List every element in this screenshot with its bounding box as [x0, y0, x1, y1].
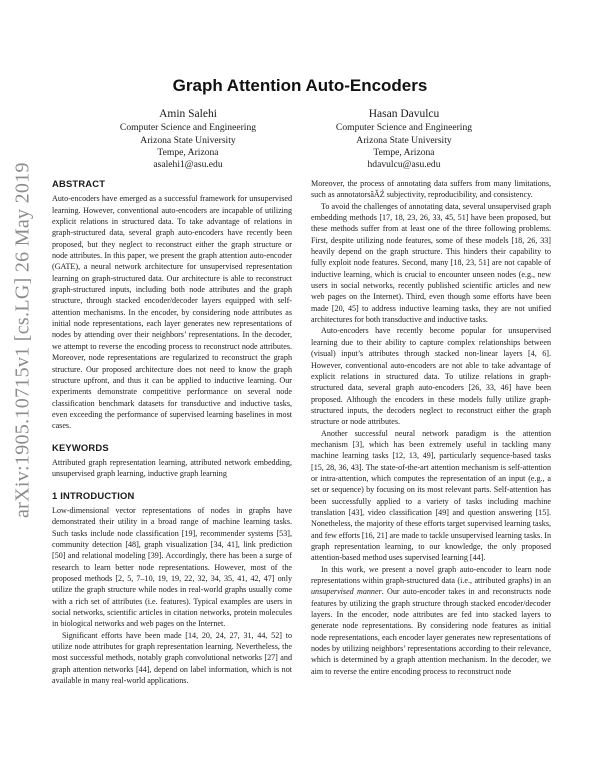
- author-city: Tempe, Arizona: [157, 146, 219, 158]
- author-department: Computer Science and Engineering: [335, 122, 473, 134]
- author-university: Arizona State University: [356, 134, 452, 146]
- right-paragraph-4: Another successful neural network paradigm is the attention mechanism [3], which has been extremely useful in tackling many machine learning tasks [12, 13, 49], particularly sequence-based tasks [15, 28, 36, 43]. The state-of-the-art attention mechanism is self-attention or intra-attention, which computes the representation of an input (e.g., a set or sequence) by focusing on its most relevant parts. Self-attention has been successfully applied to a variety of tasks including machine translation [43], video classification [49] and question answering [15]. Nonetheless, the majority of these efforts target supervised learning tasks, and few efforts [16, 21] are made to tackle unsupervised learning tasks. In graph representation learning, to our knowledge, the only proposed attention-based method uses supervised learning [44].: [311, 428, 551, 563]
- right-paragraph-5-start: In this work, we present a novel graph auto-encoder to learn node representations within graph-structured data (i.e., attributed graphs) in an: [311, 564, 551, 586]
- author-email: asalehi1@asu.edu: [153, 159, 223, 171]
- author-block-1: [88, 108, 288, 171]
- right-paragraph-5: [311, 564, 551, 677]
- author-name: Amin Salehi: [159, 108, 217, 120]
- author-email: hdavulcu@asu.edu: [367, 159, 441, 171]
- author-city: Tempe, Arizona: [373, 146, 435, 158]
- intro-paragraph-1: Low-dimensional vector representations of nodes in graphs have demonstrated their utility in a broad range of machine learning tasks. Such tasks include node classification [19], recommender systems [53], community detection [48], graph visualization [34, 41], link prediction [50] and relational modeling [39]. Accordingly, there has been a surge of research to learn better node representations. However, most of the proposed methods [2, 5, 7–10, 19, 19, 22, 32, 34, 35, 41, 42, 47] only utilize the graph structure while nodes in real-world graphs usually come with a rich set of attributes (i.e. features). Typical examples are users in social networks, scientific articles in citation networks, protein molecules in biological networks and web pages on the Internet.: [52, 505, 292, 629]
- paper-title: Graph Attention Auto-Encoders: [172, 76, 428, 95]
- right-paragraph-5-end: . Our auto-encoder takes in and reconstructs node features by utilizing the graph structure through stacked encoder/decoder layers. In the encoder, node attributes are fed into stacked layers to generate node representations. By considering node features as initial node representations, each encoder layer generates new representations of nodes by utilizing neighbors’ representations according to their relevance, which is determined by a graph attention mechanism. In the decoder, we aim to reverse the entire encoding process to reconstruct node: [311, 587, 551, 676]
- left-column: [52, 178, 292, 686]
- abstract-heading: ABSTRACT: [52, 178, 106, 189]
- right-paragraph-2: To avoid the challenges of annotating data, several unsupervised graph embedding methods [17, 18, 23, 26, 33, 45, 51] have been proposed, but these methods suffer from at least one of the three following problems. First, despite utilizing node features, some of these models [18, 26, 33] heavily depend on the graph structure. This hinders their capability to fully exploit node features. Second, many [18, 23, 51] are not capable of inductive learning, which is crucial to encounter unseen nodes (e.g., new users in social networks, recently published scientific articles and new web pages on the Internet). Third, even though some efforts have been made [20, 45] to address inductive learning tasks, they are not unified architectures for both transductive and inductive tasks.: [311, 201, 551, 325]
- author-name: Hasan Davulcu: [368, 108, 440, 120]
- right-paragraph-3: Auto-encoders have recently become popular for unsupervised learning due to their ability to capture complex relationships between (visual) input’s attributes through stacked non-linear layers [4, 6]. However, conventional auto-encoders are not able to take advantage of explicit relations in structured data. To utilize relations in graph-structured data, several graph auto-encoders [26, 33, 46] have been proposed. Although the encoders in these models fully utilize graph-structured inputs, the decoders neglect to reconstruct either the graph structure or node attributes.: [311, 326, 551, 427]
- keywords-heading: KEYWORDS: [52, 441, 109, 453]
- abstract-text: Auto-encoders have emerged as a successful framework for unsupervised learning. However, conventional auto-encoders are incapable of utilizing explicit relations in structured data. To take advantage of relations in graph-structured data, several graph auto-encoders have recently been proposed, but they neglect to reconstruct either the graph structure or node attributes. In this paper, we present the graph attention auto-encoder (GATE), a neural network architecture for unsupervised representation learning on graph-structured data. Our architecture is able to reconstruct graph-structured inputs, including both node attributes and the graph structure, through stacked encoder/decoder layers equipped with self-attention mechanisms. In the encoder, by considering node attributes as initial node representations, each layer generates new representations of nodes by attending over their neighbors’ representations. In the decoder, we attempt to reverse the encoding process to reconstruct node attributes. Moreover, node representations are regularized to reconstruct the graph structure. Our proposed architecture does not need to know the graph structure upfront, and thus it can be applied to inductive learning. Our experiments demonstrate competitive performance on several node classification benchmark datasets for transductive and inductive tasks, even exceeding the performance of supervised learning baselines in most cases.: [52, 194, 292, 431]
- intro-paragraph-2: Significant efforts have been made [14, 20, 24, 27, 31, 44, 52] to utilize node attributes for graph representation learning. Nevertheless, the most successful methods, notably graph convolutional networks [27] and graph attention networks [44], depend on label information, which is not available in many real-world applications.: [52, 630, 292, 686]
- author-block-2: [304, 108, 504, 171]
- right-column: [311, 178, 551, 677]
- arxiv-stamp: arXiv:1905.10715v1 [cs.LG] 26 May 2019: [11, 162, 34, 518]
- author-department: Computer Science and Engineering: [119, 122, 257, 134]
- right-paragraph-1: Moreover, the process of annotating data suffers from many limitations, such as annotatorsâĂŹ subjectivity, reproducibility, and consistency.: [311, 179, 551, 200]
- keywords-text: Attributed graph representation learning, attributed network embedding, unsupervised graph learning, inductive graph learning: [52, 457, 292, 479]
- author-university: Arizona State University: [140, 134, 236, 146]
- unsupervised-manner-emphasis: unsupervised manner: [311, 587, 382, 597]
- introduction-heading: 1 INTRODUCTION: [52, 489, 135, 501]
